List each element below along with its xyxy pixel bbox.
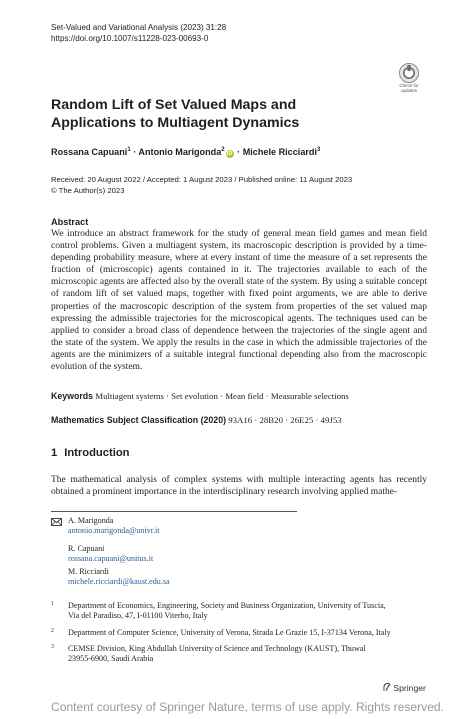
contact-entry xyxy=(68,516,160,537)
copyright: © The Author(s) 2023 xyxy=(51,185,125,195)
footer-notice: Content courtesy of Springer Nature, terms of use apply. Rights reserved. xyxy=(51,700,445,714)
affiliation-text: Department of Economics, Engineering, Society and Business Organization, University of Tuscia, Via del Paradiso, 47, I-01100 Viterbo, Italy xyxy=(68,601,386,621)
author-separator: · xyxy=(237,147,241,158)
author-name[interactable]: Antonio Marigonda xyxy=(138,147,222,158)
keywords-label: Keywords xyxy=(51,391,94,401)
contact-entry xyxy=(68,567,170,588)
footnote-divider xyxy=(51,511,297,512)
history-dates: Received: 20 August 2022 / Accepted: 1 August 2023 / Published online: 11 August 2023 xyxy=(51,175,353,184)
envelope-icon xyxy=(51,518,62,526)
orcid-icon[interactable]: iD xyxy=(226,151,233,158)
contact-email[interactable]: antonio.marigonda@univr.it xyxy=(68,526,160,536)
springer-horse-icon xyxy=(382,682,391,692)
journal-citation: Set-Valued and Variational Analysis (2023) 31:28 xyxy=(51,23,227,32)
contact-email[interactable]: rossana.capuani@unitus.it xyxy=(68,554,154,564)
affiliation-marker: 2 xyxy=(221,147,225,153)
section-number: 1 xyxy=(51,447,58,459)
contact-email[interactable]: michele.ricciardi@kaust.edu.sa xyxy=(68,577,170,587)
affiliation-marker: 1 xyxy=(127,147,131,153)
affiliation-number: 2 xyxy=(51,628,54,634)
affiliation-text: Department of Computer Science, University of Verona, Strada Le Grazie 15, I-37134 Verona, Italy xyxy=(68,628,391,637)
springer-logo xyxy=(382,682,426,693)
author-separator: · xyxy=(133,147,137,158)
contact-name: M. Ricciardi xyxy=(68,567,109,576)
msc-value: 93A16 · 28B20 · 26E25 · 49J53 xyxy=(228,415,342,425)
abstract-text: We introduce an abstract framework for the study of general mean field games and mean field control problems. Given a multiagent system, its macroscopic description is provided by a time-depending probability measure, where at every instant of time the measure of a set represents the fraction of (microscopic) agents contained in it. The trajectories available to each of the microscopic agents are affected also by the overall state of the system. By using a suitable concept of random lift of set valued maps, together with fixed point arguments, we are able to derive properties of the macroscopic description of the system from properties of the set valued map expressing the admissible trajectories for the microscopical agents. The techniques used can be applied to consider a broad class of dependence between the trajectories of the single agent and the state of the system. We apply the results in the case in which the admissible trajectories of the agents are the minimizers of a suitable integral functional depending also from the macroscopic evolution of the system. xyxy=(51,229,427,373)
author-list xyxy=(51,147,320,158)
journal-info xyxy=(51,22,226,44)
check-for-updates-caption: Check for updates xyxy=(399,83,419,93)
affiliation-marker: 3 xyxy=(317,147,321,153)
keywords-value: Multiagent systems · Set evolution · Mean field · Measurable selections xyxy=(95,391,349,401)
publication-dates xyxy=(51,175,352,196)
author-name[interactable]: Michele Ricciardi xyxy=(242,147,317,158)
section-title: Introduction xyxy=(64,447,130,459)
contact-name: A. Marigonda xyxy=(68,516,114,525)
affiliation-number: 3 xyxy=(51,644,54,650)
author-name[interactable]: Rossana Capuani xyxy=(51,147,128,158)
springer-label: Springer xyxy=(393,683,426,693)
abstract-heading: Abstract xyxy=(51,217,89,227)
section-heading xyxy=(51,447,129,459)
affiliation-text: CEMSE Division, King Abdullah University of Science and Technology (KAUST), Thuwal 23955-6900, Saudi Arabia xyxy=(68,644,366,664)
contact-entry xyxy=(68,544,153,565)
article-title: Random Lift of Set Valued Maps and Applications to Multiagent Dynamics xyxy=(51,97,300,131)
msc-label: Mathematics Subject Classification (2020) xyxy=(51,415,227,425)
affiliation-number: 1 xyxy=(51,601,54,607)
contact-name: R. Capuani xyxy=(68,544,105,553)
keywords xyxy=(51,391,431,401)
intro-text: The mathematical analysis of complex systems with multiple interacting agents has recently obtained a prominent importance in the interdisciplinary research involving applied mathe- xyxy=(51,475,427,498)
doi-link[interactable]: https://doi.org/10.1007/s11228-023-00693-0 xyxy=(51,34,209,43)
subject-classification xyxy=(51,415,431,425)
